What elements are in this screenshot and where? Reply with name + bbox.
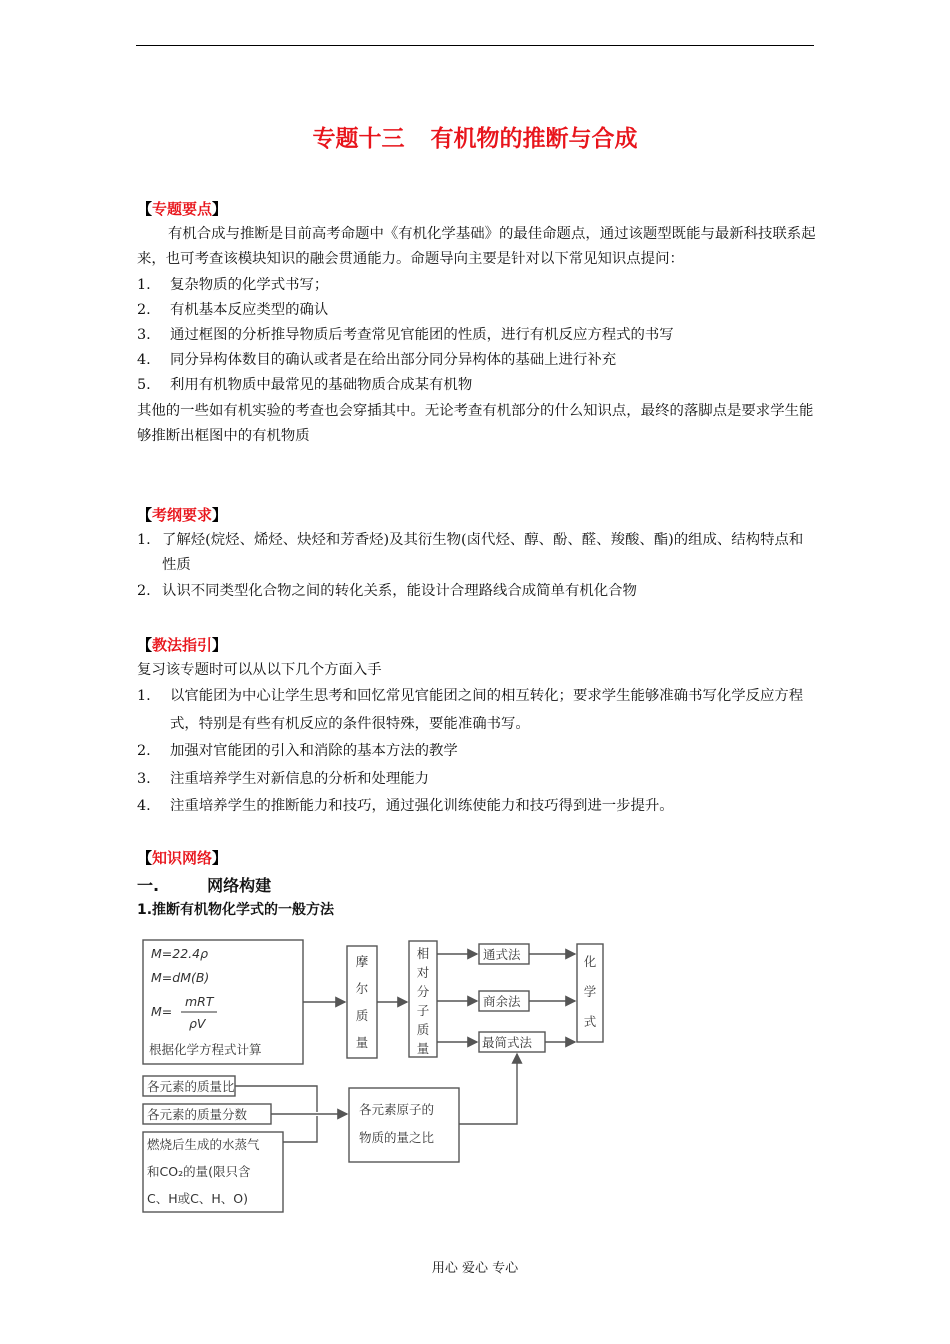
section-key-points [137, 197, 817, 449]
vertical-char: 学 [583, 984, 597, 999]
formula-3-den: ρV [189, 1016, 206, 1031]
list-item [137, 528, 817, 578]
list-number: 2. [137, 582, 151, 599]
method-quotient: 商余法 [483, 994, 521, 1009]
list-text: 认识不同类型化合物之间的转化关系，能设计合理路线合成简单有机化合物 [162, 582, 637, 599]
list-text: 有机基本反应类型的确认 [170, 301, 329, 318]
list-item [137, 273, 817, 298]
ratio-line-2: 物质的量之比 [359, 1130, 435, 1145]
ratio-line-1: 各元素原子的 [359, 1102, 435, 1117]
atom-ratio-box [349, 1088, 459, 1162]
list-number: 3. [137, 770, 151, 787]
molar-mass-label [356, 954, 369, 1050]
source-combustion-2: 和CO₂的量(限只含 [147, 1164, 251, 1179]
list-number: 3. [137, 327, 151, 344]
relative-mass-label [417, 946, 430, 1056]
key-points-list [137, 273, 817, 399]
vertical-char: 分 [416, 984, 430, 999]
vertical-char: 量 [416, 1041, 430, 1056]
source-combustion-1: 燃烧后生成的水蒸气 [147, 1137, 260, 1152]
method-simplest: 最简式法 [482, 1035, 533, 1050]
source-combustion-3: C、H或C、H、O) [147, 1191, 248, 1206]
vertical-char: 质 [355, 1008, 369, 1023]
section-syllabus [137, 503, 817, 604]
vertical-char: 式 [583, 1014, 597, 1029]
outro-paragraph: 其他的一些如有机实验的考查也会穿插其中。无论考查有机部分的什么知识点，最终的落脚点是要求学生能够推断出框图中的有机物质 [137, 402, 814, 444]
vertical-char: 尔 [355, 981, 369, 996]
list-item [137, 298, 817, 323]
title-part2: 有机物的推断与合成 [430, 126, 638, 152]
list-text: 加强对官能团的引入和消除的基本方法的教学 [170, 743, 458, 760]
teaching-intro: 复习该专题时可以从以下几个方面入手 [137, 662, 382, 679]
section-knowledge-network [137, 846, 817, 924]
source-mass-ratio: 各元素的质量比 [147, 1079, 235, 1094]
vertical-char: 摩 [355, 954, 369, 969]
list-text: 同分异构体数目的确认或者是在给出部分同分异构体的基础上进行补充 [170, 352, 617, 369]
list-item [137, 766, 817, 794]
vertical-char: 质 [416, 1022, 430, 1037]
formula-2: M=dM(B) [151, 970, 210, 985]
vertical-char: 相 [416, 946, 430, 961]
list-number: 1. [137, 532, 151, 549]
page-footer: 用心 爱心 专心 [431, 1261, 519, 1276]
list-item [137, 348, 817, 373]
formula-3-lhs: M= [151, 1004, 173, 1019]
method-general: 通式法 [483, 947, 521, 962]
formula-1: M=22.4ρ [151, 946, 209, 961]
list-item [137, 323, 817, 348]
vertical-char: 量 [355, 1035, 369, 1050]
list-item [137, 793, 817, 821]
list-item [137, 738, 817, 766]
list-number: 5. [137, 377, 151, 394]
formula-method-diagram [137, 936, 617, 1221]
list-number: 1. [137, 688, 151, 705]
title-part1: 专题十三 [312, 126, 405, 152]
list-text: 利用有机物质中最常见的基础物质合成某有机物 [170, 377, 473, 394]
list-text: 以官能团为中心让学生思考和回忆常见官能团之间的相互转化；要求学生能够准确书写化学反应方程式，特别是有些有机反应的条件很特殊，要能准确书写。 [170, 688, 804, 732]
section-teaching [137, 633, 817, 821]
formula-3-num: mRT [185, 994, 214, 1009]
page-title [0, 120, 950, 153]
list-number: 4. [137, 798, 151, 815]
section-heading: 【专题要点】 [137, 200, 228, 218]
list-text: 了解烃(烷烃、烯烃、炔烃和芳香烃)及其衍生物(卤代烃、醇、酚、醛、羧酸、酯)的组成、结构特点和性质 [162, 532, 804, 574]
list-item [137, 579, 817, 604]
vertical-char: 子 [416, 1003, 430, 1018]
syllabus-list [137, 528, 817, 604]
list-number: 1. [137, 276, 151, 293]
subheading-2: 1.推断有机物化学式的一般方法 [137, 902, 335, 919]
section-heading: 【知识网络】 [137, 849, 228, 867]
list-text: 注重培养学生的推断能力和技巧，通过强化训练使能力和技巧得到进一步提升。 [170, 798, 674, 815]
section-heading: 【教法指引】 [137, 636, 228, 654]
formula-out-label [584, 954, 597, 1029]
intro-paragraph: 有机合成与推断是目前高考命题中《有机化学基础》的最佳命题点，通过该题型既能与最新科技联系起来，也可考查该模块知识的融会贯通能力。命题导向主要是针对以下常见知识点提问： [137, 226, 816, 268]
vertical-char: 对 [416, 965, 430, 980]
list-number: 2. [137, 301, 151, 318]
vertical-char: 化 [583, 954, 597, 969]
list-number: 2. [137, 743, 151, 760]
list-text: 复杂物质的化学式书写； [170, 276, 329, 293]
source-mass-fraction: 各元素的质量分数 [147, 1107, 248, 1122]
formula-caption: 根据化学方程式计算 [149, 1042, 262, 1057]
teaching-list [137, 683, 817, 821]
subheading: 一. 网络构建 [137, 876, 272, 896]
list-item [137, 683, 817, 738]
list-text: 通过框图的分析推导物质后考查常见官能团的性质，进行有机反应方程式的书写 [170, 327, 674, 344]
list-item [137, 373, 817, 398]
section-heading: 【考纲要求】 [137, 506, 228, 524]
list-text: 注重培养学生对新信息的分析和处理能力 [170, 770, 430, 787]
list-number: 4. [137, 352, 151, 369]
header-rule [136, 45, 814, 46]
